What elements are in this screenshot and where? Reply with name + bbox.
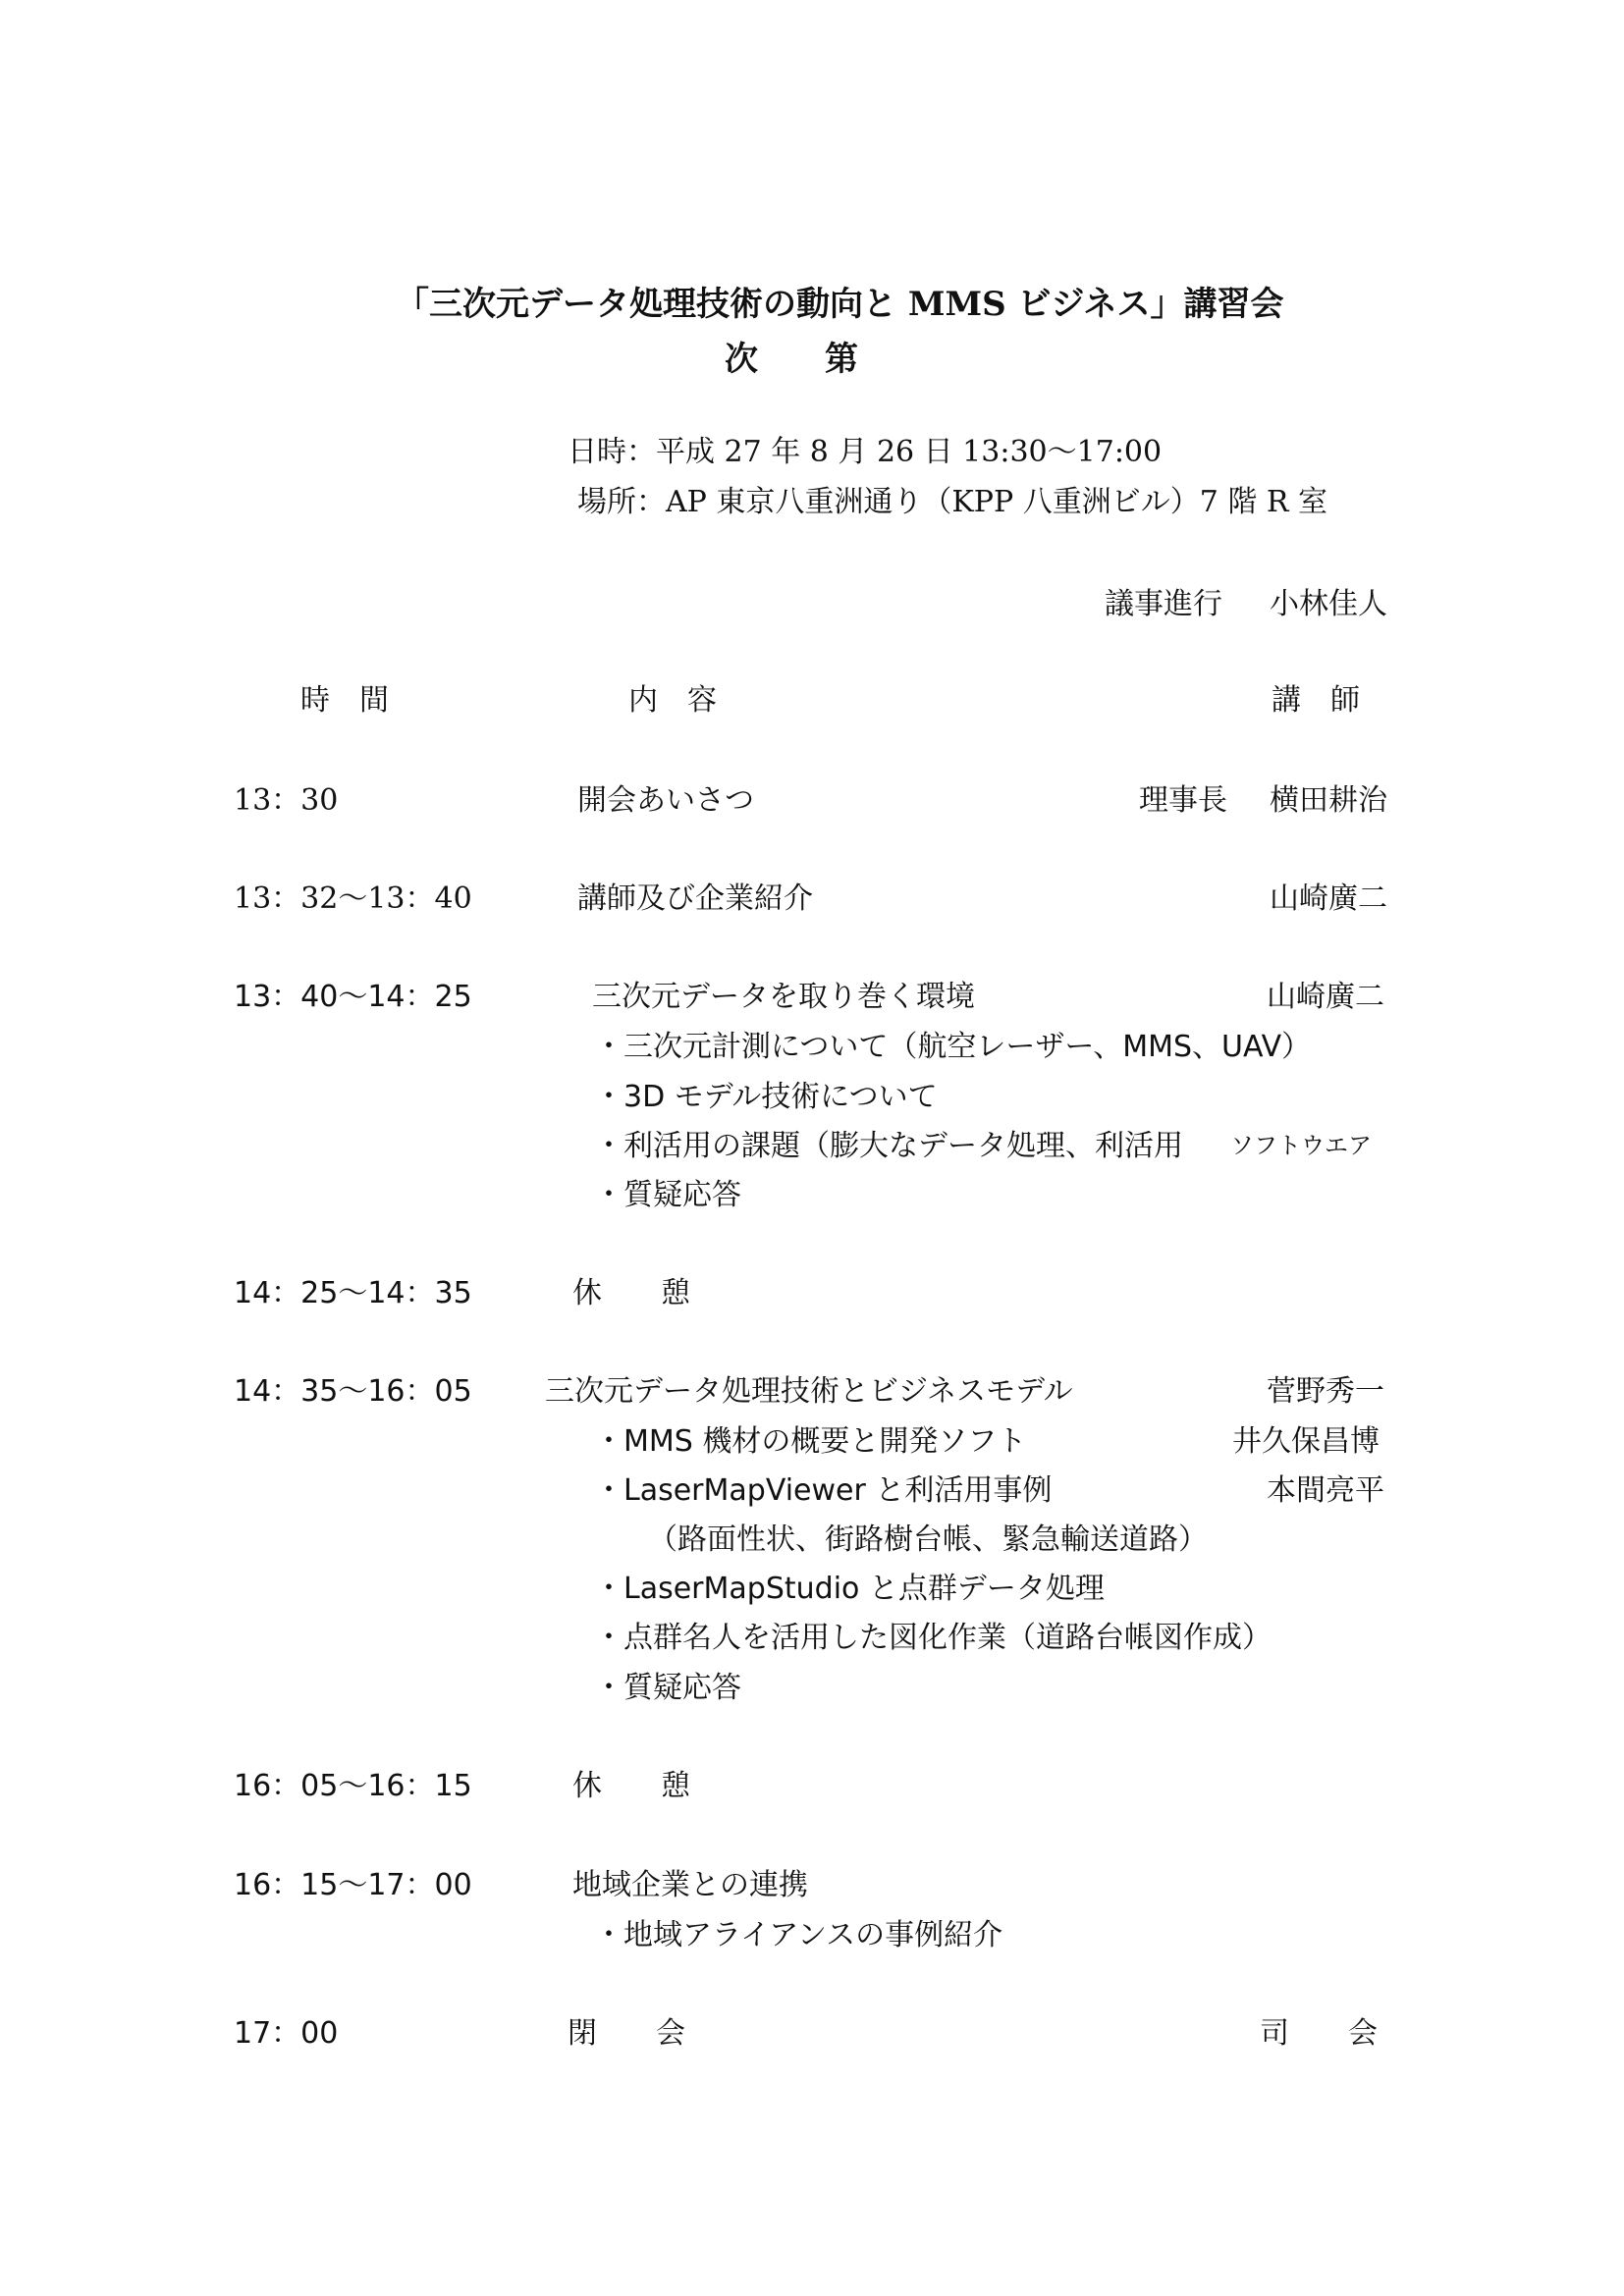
agenda-title: 開会あいさつ [577, 783, 754, 818]
moderator-name: 小林佳人 [1270, 587, 1387, 621]
agenda-speaker: 横田耕治 [1270, 783, 1387, 818]
agenda-title: 閉 会 [568, 2016, 685, 2051]
meeting-venue: 場所：AP 東京八重洲通り（KPP 八重洲ビル）7 階 R 室 [577, 485, 1327, 519]
agenda-speaker: 山崎廣二 [1267, 980, 1384, 1014]
agenda-item: ・LaserMapViewer と利活用事例 [594, 1473, 1053, 1508]
agenda-title: 休 憩 [572, 1769, 690, 1803]
agenda-time: 13：30 [234, 783, 339, 818]
agenda-time: 17：00 [234, 2016, 339, 2051]
moderator-role: 議事進行 [1105, 587, 1222, 621]
agenda-time: 16：05～16：15 [234, 1769, 472, 1803]
agenda-item: （路面性状、街路樹台帳、緊急輸送道路） [648, 1522, 1208, 1557]
document-title: 「三次元データ処理技術の動向と MMS ビジネス」講習会 [396, 285, 1284, 324]
agenda-item: ・地域アライアンスの事例紹介 [594, 1918, 1003, 1952]
column-header-speaker: 講 師 [1272, 683, 1360, 718]
agenda-title: 地域企業との連携 [572, 1868, 808, 1902]
agenda-title: 休 憩 [572, 1276, 690, 1310]
meeting-datetime: 日時：平成 27 年 8 月 26 日 13:30～17:00 [568, 435, 1163, 469]
agenda-item: ・質疑応答 [594, 1178, 741, 1212]
agenda-time: 13：32～13：40 [234, 881, 472, 916]
agenda-time: 16：15～17：00 [234, 1868, 472, 1902]
agenda-item-speaker: 本間亮平 [1267, 1473, 1384, 1508]
agenda-title: 三次元データ処理技術とビジネスモデル [545, 1374, 1073, 1409]
agenda-item: ・点群名人を活用した図化作業（道路台帳図作成） [594, 1621, 1272, 1655]
agenda-time: 14：25～14：35 [234, 1276, 472, 1310]
agenda-item-continuation: ソフトウエア [1230, 1132, 1372, 1159]
agenda-speaker: 山崎廣二 [1270, 881, 1387, 916]
agenda-time: 14：35～16：05 [234, 1374, 472, 1409]
agenda-item: ・三次元計測について（航空レーザー、MMS、UAV） [594, 1030, 1312, 1064]
agenda-item: ・利活用の課題（膨大なデータ処理、利活用 [594, 1129, 1183, 1163]
agenda-item: ・質疑応答 [594, 1671, 741, 1705]
agenda-item-speaker: 井久保昌博 [1232, 1424, 1380, 1459]
agenda-speaker-role: 理事長 [1139, 783, 1227, 818]
agenda-item: ・LaserMapStudio と点群データ処理 [594, 1572, 1105, 1606]
agenda-speaker: 菅野秀一 [1267, 1374, 1384, 1409]
column-header-time: 時 間 [300, 683, 389, 718]
agenda-title: 講師及び企業紹介 [577, 881, 813, 916]
agenda-item: ・MMS 機材の概要と開発ソフト [594, 1424, 1027, 1459]
agenda-time: 13：40～14：25 [234, 980, 472, 1014]
agenda-title: 三次元データを取り巻く環境 [592, 980, 975, 1014]
column-header-content: 内 容 [628, 683, 717, 718]
agenda-item: ・3D モデル技術について [594, 1080, 938, 1114]
document-subtitle: 次 第 [725, 340, 858, 379]
agenda-speaker: 司 会 [1260, 2016, 1378, 2051]
